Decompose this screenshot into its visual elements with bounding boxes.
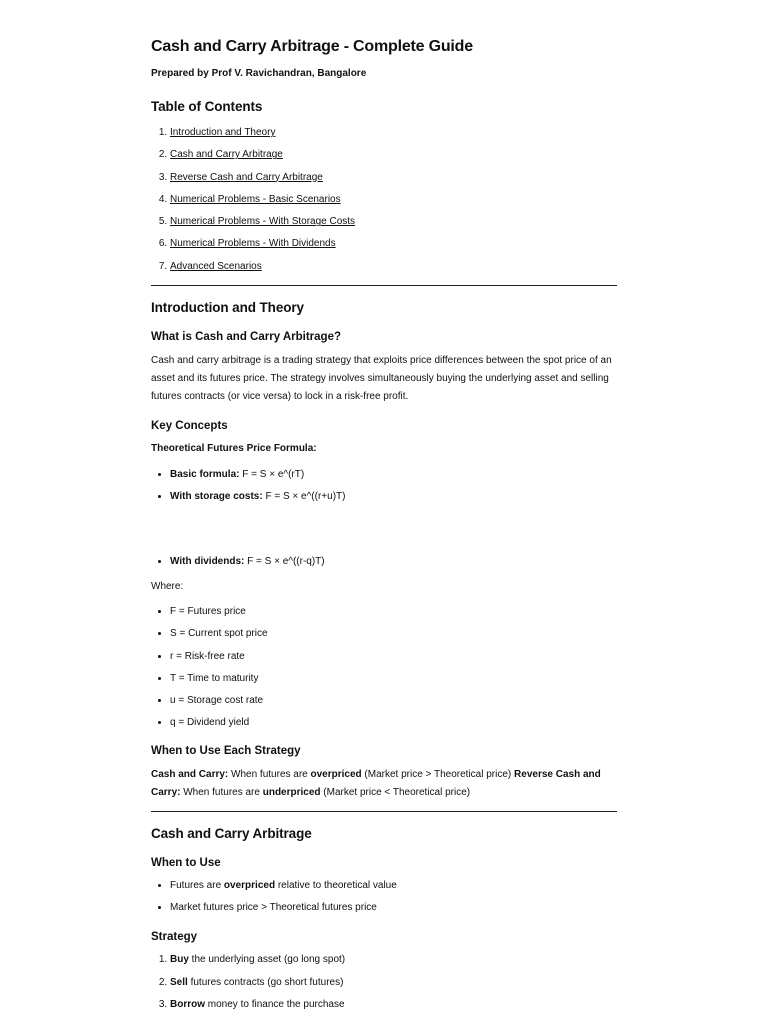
- toc-link-introduction[interactable]: Introduction and Theory: [170, 127, 276, 138]
- subheading-key-concepts: Key Concepts: [151, 420, 228, 433]
- formula-value: F = S × e^((r-q)T): [244, 555, 325, 567]
- emphasis-text: underpriced: [262, 786, 321, 798]
- variable-item: • u = Storage cost rate: [170, 690, 617, 712]
- strategy-label: Cash and Carry:: [151, 768, 229, 780]
- formula-label: Basic formula:: [170, 469, 240, 481]
- list-item: [170, 875, 617, 897]
- toc-item: [170, 167, 617, 189]
- toc-item: [170, 256, 617, 278]
- subheading-when-to-use-each: When to Use Each Strategy: [151, 744, 301, 757]
- variable-item: • F = Futures price: [170, 601, 617, 623]
- strategy-text: (Market price < Theoretical price): [320, 786, 471, 798]
- document-title: Cash and Carry Arbitrage - Complete Guide: [151, 38, 473, 55]
- formula-value: F = S × e^((r+u)T): [262, 491, 346, 503]
- when-to-use-paragraph: [151, 766, 617, 802]
- step-text: the underlying asset (go long spot): [188, 954, 346, 966]
- subheading-strategy: Strategy: [151, 931, 198, 944]
- list-text: Futures are: [170, 879, 224, 891]
- section-heading-introduction: Introduction and Theory: [151, 300, 304, 316]
- strategy-step: [170, 972, 617, 994]
- step-verb: Borrow: [170, 998, 205, 1010]
- toc-link-storage-costs[interactable]: Numerical Problems - With Storage Costs: [170, 216, 356, 228]
- variable-item: • r = Risk-free rate: [170, 646, 617, 668]
- document-author: Prepared by Prof V. Ravichandran, Bangalore: [151, 68, 367, 79]
- toc-link-cash-and-carry[interactable]: Cash and Carry Arbitrage: [170, 149, 283, 161]
- strategy-step: [170, 994, 617, 1016]
- step-text: futures contracts (go short futures): [187, 976, 344, 988]
- toc-item: [170, 189, 617, 211]
- variable-item: • T = Time to maturity: [170, 668, 617, 690]
- toc-item: [170, 211, 617, 233]
- step-text: money to finance the purchase: [205, 998, 345, 1010]
- step-verb: Buy: [170, 954, 189, 966]
- variable-item: • q = Dividend yield: [170, 712, 617, 734]
- toc-item: [170, 233, 617, 255]
- step-verb: Sell: [170, 976, 188, 988]
- toc-item: [170, 122, 617, 144]
- strategy-label: Reverse Cash and Carry:: [151, 768, 601, 798]
- where-label: Where:: [151, 580, 184, 592]
- strategy-step: [170, 949, 617, 971]
- strategy-text: (Market price > Theoretical price): [361, 768, 515, 780]
- emphasis-text: overpriced: [310, 768, 362, 780]
- section-heading-cash-and-carry: Cash and Carry Arbitrage: [151, 825, 312, 841]
- toc-link-reverse-cash-and-carry[interactable]: Reverse Cash and Carry Arbitrage: [170, 171, 323, 183]
- formula-label: With dividends:: [170, 555, 245, 567]
- toc-list: [151, 122, 617, 278]
- formula-list: [151, 464, 617, 509]
- formula-list-continued: [151, 551, 617, 573]
- formula-item: [170, 551, 617, 573]
- formula-heading: Theoretical Futures Price Formula:: [151, 443, 317, 455]
- variable-list: [151, 601, 617, 735]
- subheading-when-to-use: When to Use: [151, 856, 221, 869]
- strategy-text: When futures are: [180, 786, 263, 798]
- toc-link-advanced-scenarios[interactable]: Advanced Scenarios: [170, 260, 262, 272]
- strategy-steps: [151, 949, 617, 1016]
- section-divider: [151, 811, 617, 812]
- strategy-text: When futures are: [228, 768, 311, 780]
- when-to-use-list: [151, 875, 617, 920]
- formula-label: With storage costs:: [170, 491, 263, 503]
- intro-paragraph: Cash and carry arbitrage is a trading strategy that exploits price differences between the spot price of an asset and its futures price. The strategy involves simultaneously buying the underlying asset and selling futures contracts (or vice versa) to lock in a risk-free profit.: [151, 355, 612, 403]
- list-text: relative to theoretical value: [275, 879, 397, 891]
- section-divider: [151, 285, 617, 286]
- formula-item: [170, 486, 617, 508]
- toc-heading: Table of Contents: [151, 99, 263, 114]
- toc-item: [170, 144, 617, 166]
- formula-value: F = S × e^(rT): [239, 469, 305, 481]
- toc-link-basic-scenarios[interactable]: Numerical Problems - Basic Scenarios: [170, 193, 341, 205]
- variable-item: • S = Current spot price: [170, 623, 617, 645]
- emphasis-text: overpriced: [223, 879, 276, 891]
- subheading-what-is: What is Cash and Carry Arbitrage?: [151, 331, 342, 344]
- list-item: • Market futures price > Theoretical futures price: [170, 897, 617, 919]
- toc-link-dividends[interactable]: Numerical Problems - With Dividends: [170, 238, 336, 250]
- document-content: [151, 36, 617, 1016]
- formula-item: [170, 464, 617, 486]
